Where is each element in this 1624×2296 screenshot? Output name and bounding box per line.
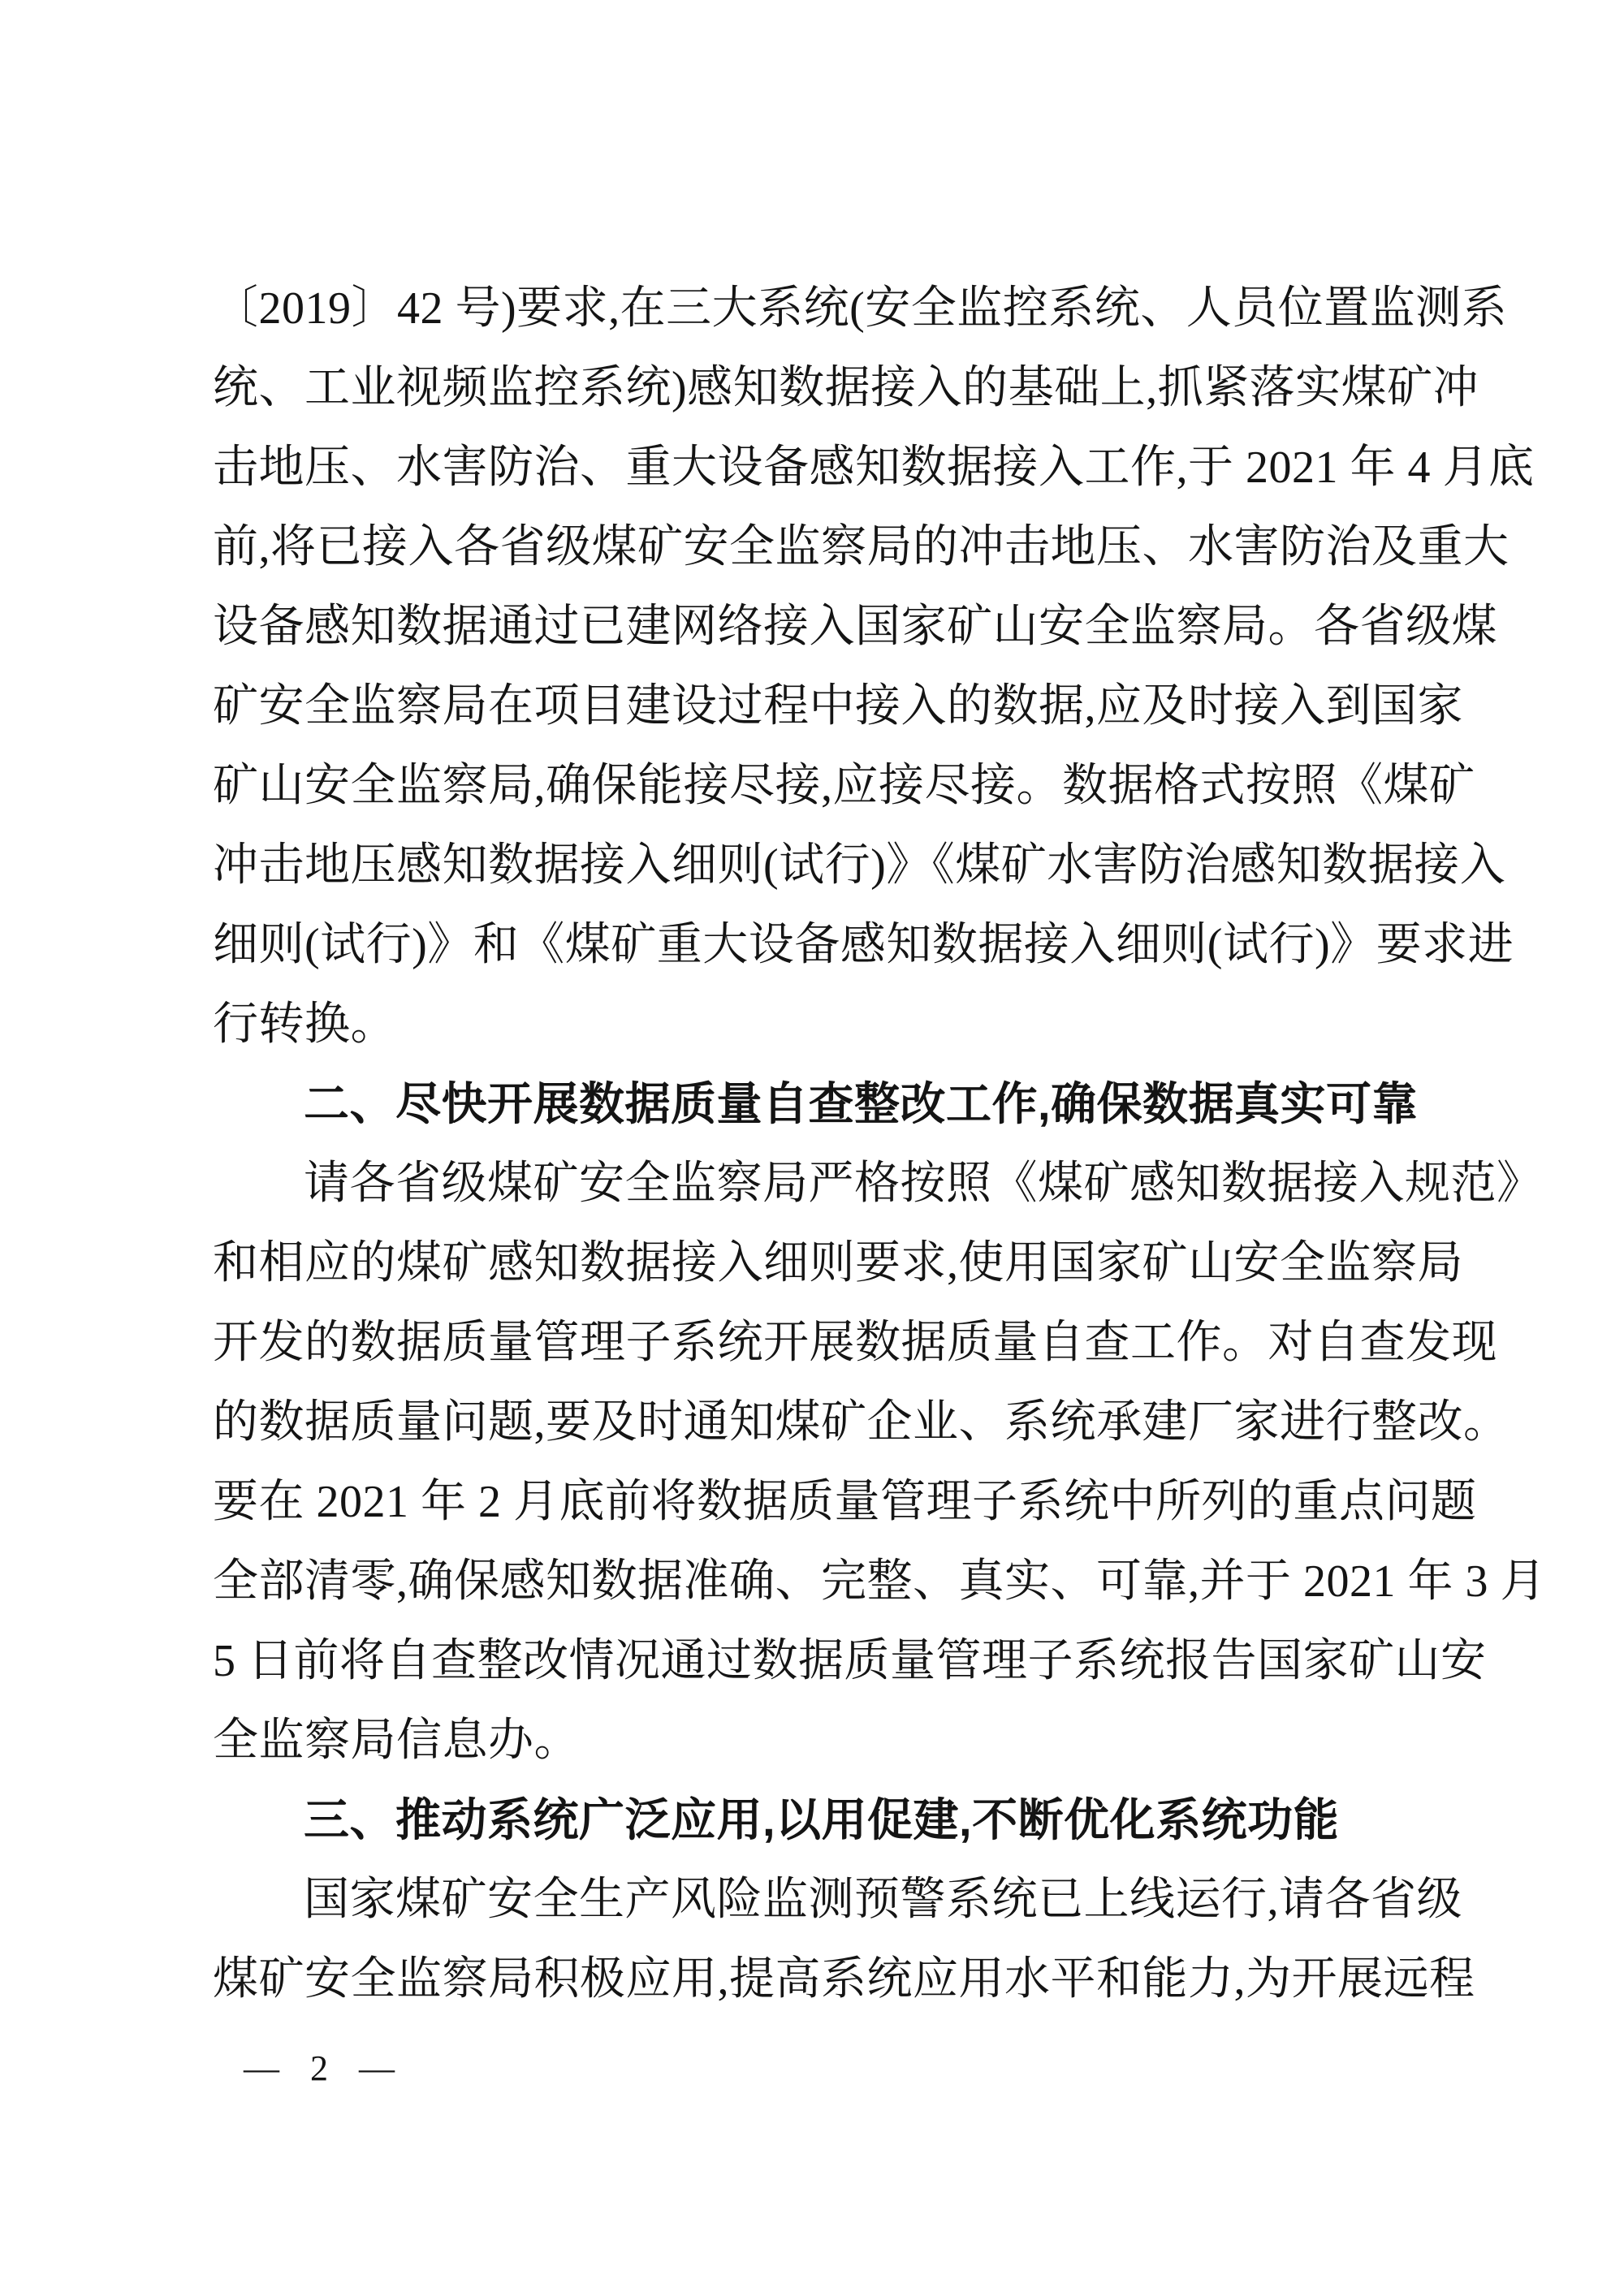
text-line: 冲击地压感知数据接入细则(试行)》《煤矿水害防治感知数据接入 (213, 840, 1506, 891)
page-number-right-dash: — (359, 2048, 395, 2088)
text-line-paragraph-start: 请各省级煤矿安全监察局严格按照《煤矿感知数据接入规范》 (304, 1159, 1543, 1209)
text-line: 〔2019〕42 号)要求,在三大系统(安全监控系统、人员位置监测系 (213, 283, 1508, 334)
page-number-value: 2 (310, 2048, 328, 2088)
text-line: 前,将已接入各省级煤矿安全监察局的冲击地压、水害防治及重大 (213, 522, 1510, 572)
text-line: 矿山安全监察局,确保能接尽接,应接尽接。数据格式按照《煤矿 (213, 761, 1475, 811)
section-heading-2: 二、尽快开展数据质量自查整改工作,确保数据真实可靠 (304, 1078, 1419, 1129)
document-body (213, 269, 1546, 2019)
text-line: 煤矿安全监察局积极应用,提高系统应用水平和能力,为开展远程 (213, 1954, 1475, 2005)
text-line-paragraph-end: 行转换。 (213, 999, 396, 1050)
text-line: 和相应的煤矿感知数据接入细则要求,使用国家矿山安全监察局 (213, 1238, 1463, 1288)
text-line: 5 日前将自查整改情况通过数据质量管理子系统报告国家矿山安 (213, 1636, 1487, 1686)
text-line: 设备感知数据通过已建网络接入国家矿山安全监察局。各省级煤 (213, 602, 1497, 652)
text-line: 细则(试行)》和《煤矿重大设备感知数据接入细则(试行)》要求进 (213, 920, 1514, 970)
text-line-paragraph-start: 国家煤矿安全生产风险监测预警系统已上线运行,请各省级 (304, 1875, 1462, 1925)
page-number-left-dash: — (244, 2048, 279, 2088)
text-line: 开发的数据质量管理子系统开展数据质量自查工作。对自查发现 (213, 1318, 1497, 1368)
section-heading-3: 三、推动系统广泛应用,以用促建,不断优化系统功能 (304, 1794, 1340, 1845)
text-line: 全部清零,确保感知数据准确、完整、真实、可靠,并于 2021 年 3 月 (213, 1556, 1546, 1607)
text-line: 要在 2021 年 2 月底前将数据质量管理子系统中所列的重点问题 (213, 1477, 1477, 1527)
text-line: 击地压、水害防治、重大设备感知数据接入工作,于 2021 年 4 月底 (213, 442, 1535, 493)
text-line-paragraph-end: 全监察局信息办。 (213, 1716, 580, 1766)
page-number (244, 2049, 395, 2088)
text-line: 统、工业视频监控系统)感知数据接入的基础上,抓紧落实煤矿冲 (213, 363, 1479, 413)
text-line: 矿安全监察局在项目建设过程中接入的数据,应及时接入到国家 (213, 681, 1463, 732)
text-line: 的数据质量问题,要及时通知煤矿企业、系统承建厂家进行整改。 (213, 1397, 1510, 1448)
